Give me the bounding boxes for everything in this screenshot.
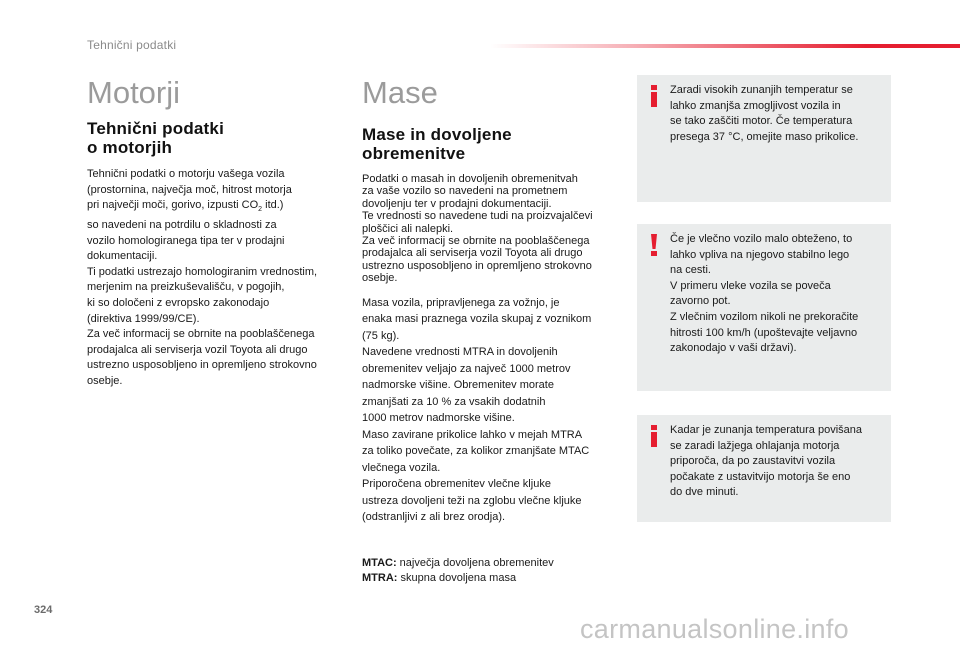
mase-para1: Podatki o masah in dovoljenih obremenitvah za vaše vozilo so navedeni na prometnem dovoljenju ter v prodajni dokumentaciji. Te vrednosti so navedene tudi na proizvajalčevi ploščici ali nalepki. Za več informacij se obrnite na pooblaščenega prodajalca ali serviserja vozil Toyota ali drugo ustrezno usposobljeno in opremljeno strokovno osebje. [362,173,593,285]
mase-subtitle-line2: obremenitve [362,144,466,163]
note-box-temperature [637,75,891,202]
mase-title: Mase [362,75,438,110]
motorji-subtitle-line1: Tehnični podatki [87,119,225,138]
note-text: Zaradi visokih zunanjih temperatur se lahko zmanjša zmogljivost vozila in se tako zaščiti motor. Če temperatura presega 37 °C, omejite maso prikolice. [670,84,859,143]
co2-subscript: 2 [258,206,263,214]
warning-icon [649,234,659,256]
mase-subtitle [362,125,624,163]
mase-definitions [362,556,624,587]
mase-section [362,75,624,587]
info-icon [649,85,659,107]
page-number: 324 [34,604,53,616]
header-accent-bar [490,44,960,48]
definition-desc: največja dovoljena obremenitev [396,556,554,569]
motorji-body-pre: Tehnični podatki o motorju vašega vozila (prostornina, največja moč, hitrost motorja pri največji moči, gorivo, izpusti CO [87,168,292,212]
mase-para2: Masa vozila, pripravljenega za vožnjo, je enaka masi praznega vozila skupaj z voznikom (75 kg). Navedene vrednosti MTRA in dovoljenih obremenitev veljajo za največ 1000 metrov nadmorske višine. Obremenitev morate zmanjšati za 10 % za vsakih dodatnih 1000 metrov nadmorske višine. Maso zavirane prikolice lahko v mejah MTRA za toliko povečate, za kolikor zmanjšate MTAC vlečnega vozila. Priporočena obremenitev vlečne kljuke ustreza dovoljeni teži na zglobu vlečne kljuke (odstranljivi z ali brez orodja). [362,296,592,524]
watermark: carmanualsonline.info [580,614,849,644]
note-box-warning [637,224,891,391]
definition-row [362,556,624,572]
definition-term: MTRA: [362,572,398,585]
info-icon [649,425,659,447]
motorji-subtitle [87,119,349,157]
header-title: Tehnični podatki [87,38,177,52]
motorji-section [87,75,349,390]
note-text: Kadar je zunanja temperatura povišana se zaradi lažjega ohlajanja motorja priporoča, da po zaustavitvi vozila počakate z ustavitvijo motorja še eno do dve minuti. [670,424,863,499]
note-box-cooling [637,415,891,522]
motorji-title: Motorji [87,75,181,110]
note-text: Če je vlečno vozilo malo obteženo, to lahko vpliva na njegovo stabilno lego na cesti. V primeru vleke vozila se poveča zavorno pot. Z vlečnim vozilom nikoli ne prekoračite hitrosti 100 km/h (upoštevajte veljavno zakonodajo v vaši državi). [670,233,859,355]
definition-desc: skupna dovoljena masa [397,572,517,585]
motorji-body [87,167,349,390]
motorji-subtitle-line2: o motorjih [87,138,173,157]
definition-row [362,571,624,587]
motorji-body-post: itd.) so navedeni na potrdilu o skladnosti za vozilo homologiranega tipa ter v prodajni dokumentaciji. Ti podatki ustrezajo homologiranim vrednostim, merjenim na preizkuševališču, v pogojih, ki so določeni z evropsko zakonodajo (direktiva 1999/99/CE). Za več informacij se obrnite na pooblaščenega prodajalca ali serviserja vozil Toyota ali drugo ustrezno usposobljeno in opremljeno strokovno osebje. [87,199,318,387]
definition-term: MTAC: [362,556,397,569]
mase-subtitle-line1: Mase in dovoljene [362,125,512,144]
